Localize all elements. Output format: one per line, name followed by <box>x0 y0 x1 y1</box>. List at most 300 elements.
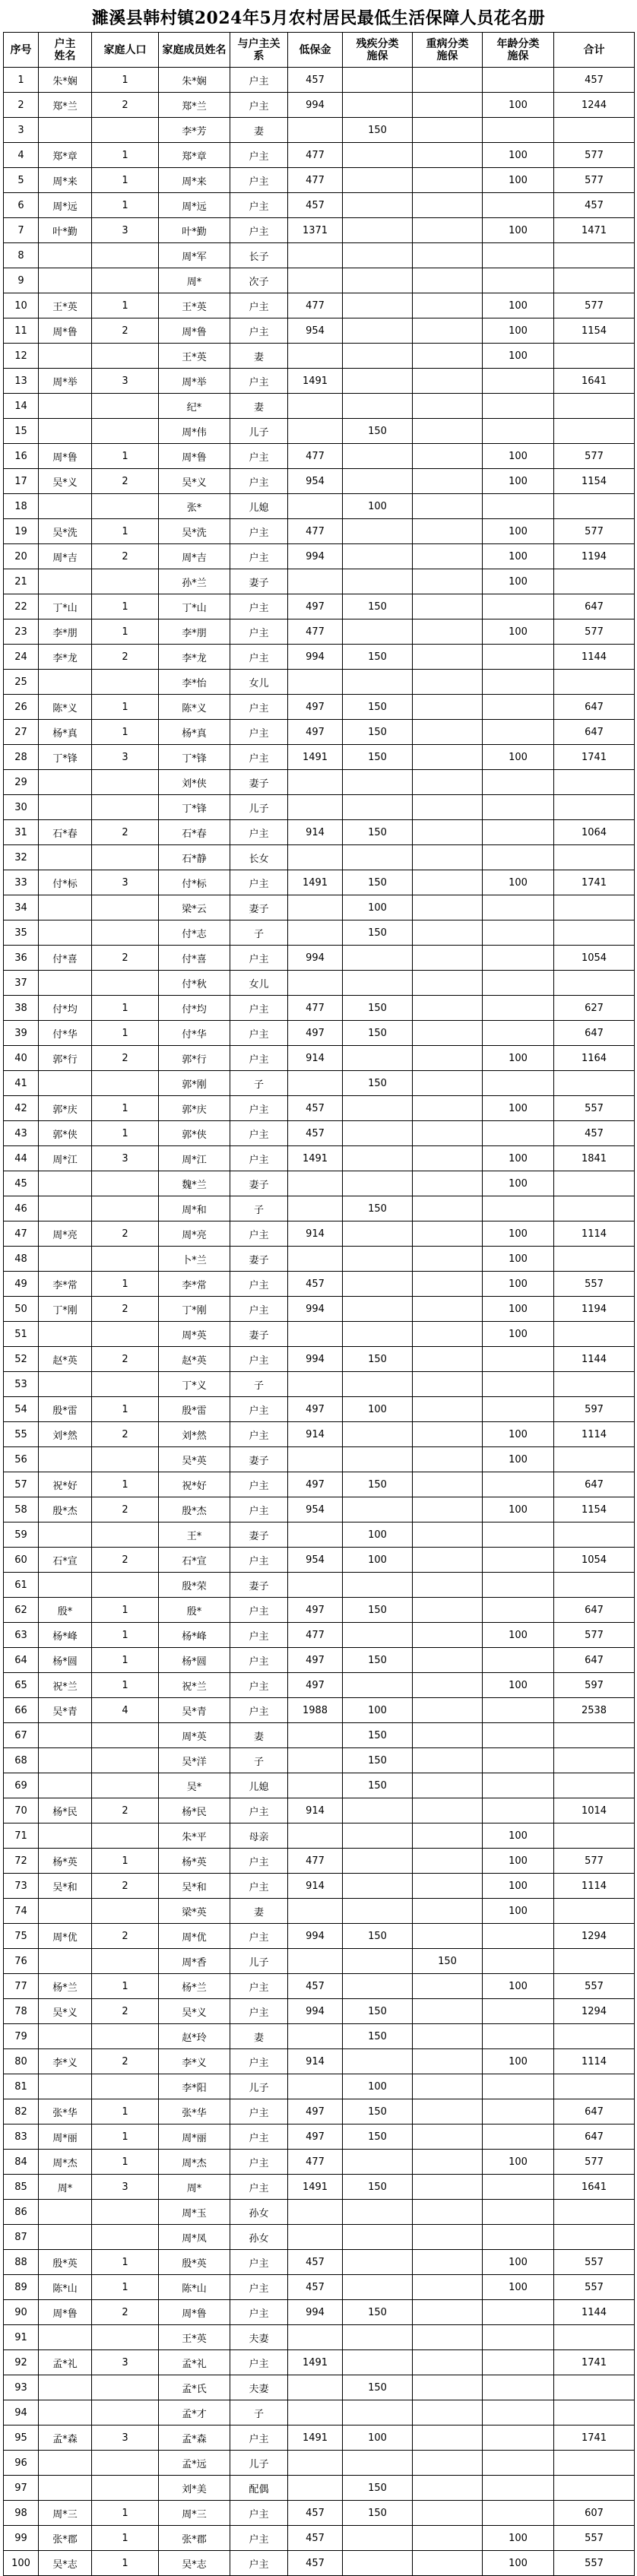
cell-disability-allowance: 150 <box>343 2024 413 2049</box>
cell-basic-allowance: 497 <box>288 1598 343 1623</box>
cell-relation: 户主 <box>230 1121 288 1146</box>
cell-seq: 79 <box>4 2024 39 2049</box>
cell-seq: 5 <box>4 168 39 193</box>
cell-family-size <box>92 2476 159 2501</box>
cell-household-head <box>39 344 92 369</box>
cell-age-allowance: 100 <box>483 168 554 193</box>
cell-disability-allowance: 150 <box>343 1773 413 1798</box>
cell-disability-allowance <box>343 469 413 494</box>
cell-basic-allowance: 914 <box>288 1046 343 1071</box>
cell-illness-allowance <box>413 1573 483 1598</box>
cell-household-head <box>39 795 92 820</box>
cell-total: 557 <box>554 2526 635 2551</box>
cell-family-size <box>92 1573 159 1598</box>
cell-basic-allowance <box>288 268 343 293</box>
cell-relation: 妻 <box>230 118 288 143</box>
cell-household-head <box>39 1522 92 1548</box>
cell-family-size: 1 <box>92 68 159 93</box>
cell-basic-allowance <box>288 2476 343 2501</box>
cell-total <box>554 1196 635 1221</box>
cell-member-name: 李*朋 <box>159 619 230 645</box>
cell-relation: 户主 <box>230 1648 288 1673</box>
cell-disability-allowance: 150 <box>343 2124 413 2150</box>
cell-household-head: 吴*洗 <box>39 519 92 544</box>
cell-family-size: 2 <box>92 469 159 494</box>
cell-seq: 24 <box>4 645 39 670</box>
cell-member-name: 杨*圆 <box>159 1648 230 1673</box>
cell-age-allowance: 100 <box>483 1447 554 1472</box>
cell-seq: 89 <box>4 2275 39 2300</box>
cell-basic-allowance: 914 <box>288 1874 343 1899</box>
cell-age-allowance: 100 <box>483 569 554 594</box>
cell-illness-allowance <box>413 419 483 444</box>
cell-disability-allowance: 150 <box>343 996 413 1021</box>
cell-member-name: 卜*兰 <box>159 1247 230 1272</box>
cell-total <box>554 2225 635 2250</box>
cell-age-allowance <box>483 695 554 720</box>
cell-member-name: 吴*青 <box>159 1698 230 1723</box>
cell-age-allowance: 100 <box>483 469 554 494</box>
cell-basic-allowance: 1491 <box>288 2425 343 2451</box>
cell-relation: 户主 <box>230 1472 288 1497</box>
cell-member-name: 周*吉 <box>159 544 230 569</box>
cell-disability-allowance <box>343 1874 413 1899</box>
cell-illness-allowance <box>413 93 483 118</box>
cell-family-size: 2 <box>92 93 159 118</box>
cell-seq: 76 <box>4 1949 39 1974</box>
table-row <box>4 2074 635 2099</box>
table-row <box>4 1171 635 1196</box>
cell-relation: 妻子 <box>230 1171 288 1196</box>
cell-household-head: 祝*兰 <box>39 1673 92 1698</box>
cell-total <box>554 1899 635 1924</box>
table-row <box>4 1899 635 1924</box>
cell-relation: 户主 <box>230 2099 288 2124</box>
cell-disability-allowance <box>343 2250 413 2275</box>
cell-basic-allowance: 477 <box>288 444 343 469</box>
cell-basic-allowance: 1988 <box>288 1698 343 1723</box>
table-row <box>4 2501 635 2526</box>
cell-illness-allowance <box>413 920 483 946</box>
cell-member-name: 周*凤 <box>159 2225 230 2250</box>
cell-member-name: 吴* <box>159 1773 230 1798</box>
cell-disability-allowance: 150 <box>343 419 413 444</box>
cell-relation: 户主 <box>230 1849 288 1874</box>
cell-member-name: 周*优 <box>159 1924 230 1949</box>
cell-total: 577 <box>554 293 635 318</box>
cell-relation: 户主 <box>230 68 288 93</box>
cell-family-size <box>92 2375 159 2400</box>
cell-family-size: 1 <box>92 695 159 720</box>
cell-family-size: 2 <box>92 1548 159 1573</box>
cell-family-size <box>92 971 159 996</box>
cell-basic-allowance <box>288 971 343 996</box>
cell-seq: 75 <box>4 1924 39 1949</box>
cell-member-name: 张*华 <box>159 2099 230 2124</box>
cell-household-head: 周* <box>39 2175 92 2200</box>
cell-member-name: 周*鲁 <box>159 444 230 469</box>
header-family-size: 家庭人口 <box>92 33 159 68</box>
cell-basic-allowance: 457 <box>288 1096 343 1121</box>
cell-basic-allowance <box>288 795 343 820</box>
cell-disability-allowance <box>343 2400 413 2425</box>
cell-member-name: 陈*山 <box>159 2275 230 2300</box>
cell-household-head <box>39 1748 92 1773</box>
cell-disability-allowance: 150 <box>343 1648 413 1673</box>
cell-relation: 次子 <box>230 268 288 293</box>
cell-illness-allowance <box>413 2375 483 2400</box>
cell-household-head <box>39 770 92 795</box>
cell-age-allowance: 100 <box>483 293 554 318</box>
header-relation-text: 与户主关 系 <box>237 37 280 62</box>
cell-basic-allowance: 1491 <box>288 745 343 770</box>
cell-disability-allowance <box>343 1849 413 1874</box>
cell-illness-allowance <box>413 1422 483 1447</box>
cell-household-head: 周*优 <box>39 1924 92 1949</box>
cell-basic-allowance: 994 <box>288 1347 343 1372</box>
cell-illness-allowance <box>413 1773 483 1798</box>
cell-household-head: 周*三 <box>39 2501 92 2526</box>
table-row <box>4 946 635 971</box>
header-household-head <box>39 33 92 68</box>
cell-family-size: 4 <box>92 1698 159 1723</box>
cell-relation: 户主 <box>230 1874 288 1899</box>
table-row <box>4 1798 635 1823</box>
cell-family-size <box>92 344 159 369</box>
cell-total: 577 <box>554 519 635 544</box>
cell-member-name: 郑*兰 <box>159 93 230 118</box>
cell-total: 1841 <box>554 1146 635 1171</box>
table-row <box>4 1673 635 1698</box>
cell-basic-allowance <box>288 2024 343 2049</box>
cell-member-name: 周*举 <box>159 369 230 394</box>
table-row <box>4 1121 635 1146</box>
cell-age-allowance <box>483 1773 554 1798</box>
cell-age-allowance: 100 <box>483 2250 554 2275</box>
table-row <box>4 1999 635 2024</box>
cell-household-head <box>39 1247 92 1272</box>
table-row <box>4 1773 635 1798</box>
cell-total: 1194 <box>554 1297 635 1322</box>
cell-seq: 72 <box>4 1849 39 1874</box>
cell-family-size: 1 <box>92 1472 159 1497</box>
cell-basic-allowance <box>288 1071 343 1096</box>
cell-family-size: 2 <box>92 1297 159 1322</box>
cell-seq: 68 <box>4 1748 39 1773</box>
cell-age-allowance <box>483 2501 554 2526</box>
cell-household-head: 吴*和 <box>39 1874 92 1899</box>
cell-age-allowance: 100 <box>483 2551 554 2576</box>
cell-seq: 47 <box>4 1221 39 1247</box>
cell-total: 1164 <box>554 1046 635 1071</box>
cell-illness-allowance <box>413 670 483 695</box>
table-row <box>4 619 635 645</box>
cell-household-head: 周*杰 <box>39 2150 92 2175</box>
table-row <box>4 2175 635 2200</box>
cell-household-head: 郑*章 <box>39 143 92 168</box>
cell-age-allowance <box>483 2175 554 2200</box>
cell-illness-allowance <box>413 1472 483 1497</box>
cell-total: 1014 <box>554 1798 635 1823</box>
cell-seq: 66 <box>4 1698 39 1723</box>
cell-household-head <box>39 569 92 594</box>
cell-age-allowance: 100 <box>483 1096 554 1121</box>
table-row <box>4 895 635 920</box>
header-disability-text: 残疾分类 施保 <box>356 37 399 62</box>
cell-disability-allowance <box>343 2225 413 2250</box>
cell-relation: 户主 <box>230 1798 288 1823</box>
cell-member-name: 孟*远 <box>159 2451 230 2476</box>
cell-illness-allowance <box>413 1798 483 1823</box>
cell-member-name: 周*鲁 <box>159 318 230 344</box>
cell-total <box>554 419 635 444</box>
cell-total: 647 <box>554 695 635 720</box>
cell-age-allowance <box>483 2476 554 2501</box>
cell-basic-allowance <box>288 394 343 419</box>
cell-household-head <box>39 268 92 293</box>
cell-household-head: 叶*勤 <box>39 218 92 243</box>
cell-illness-allowance <box>413 68 483 93</box>
table-row <box>4 143 635 168</box>
cell-illness-allowance <box>413 2200 483 2225</box>
cell-age-allowance: 100 <box>483 344 554 369</box>
cell-household-head <box>39 2375 92 2400</box>
cell-relation: 子 <box>230 1196 288 1221</box>
cell-member-name: 石*春 <box>159 820 230 845</box>
cell-seq: 49 <box>4 1272 39 1297</box>
cell-member-name: 付*华 <box>159 1021 230 1046</box>
cell-member-name: 杨*民 <box>159 1798 230 1823</box>
cell-illness-allowance <box>413 168 483 193</box>
cell-family-size: 3 <box>92 2350 159 2375</box>
cell-seq: 81 <box>4 2074 39 2099</box>
cell-total <box>554 1171 635 1196</box>
cell-seq: 87 <box>4 2225 39 2250</box>
cell-member-name: 郭*刚 <box>159 1071 230 1096</box>
cell-family-size: 1 <box>92 2150 159 2175</box>
cell-age-allowance <box>483 419 554 444</box>
table-row <box>4 1748 635 1773</box>
cell-member-name: 孟*氏 <box>159 2375 230 2400</box>
table-row <box>4 268 635 293</box>
cell-household-head: 杨*圆 <box>39 1648 92 1673</box>
cell-relation: 户主 <box>230 143 288 168</box>
table-row <box>4 2551 635 2576</box>
cell-household-head <box>39 1196 92 1221</box>
cell-relation: 子 <box>230 1372 288 1397</box>
cell-total: 1244 <box>554 93 635 118</box>
table-body <box>4 68 635 2576</box>
cell-household-head: 石*春 <box>39 820 92 845</box>
cell-basic-allowance: 457 <box>288 1272 343 1297</box>
cell-basic-allowance <box>288 2200 343 2225</box>
cell-basic-allowance: 954 <box>288 318 343 344</box>
cell-relation: 户主 <box>230 1974 288 1999</box>
table-row <box>4 920 635 946</box>
cell-age-allowance: 100 <box>483 1497 554 1522</box>
table-row <box>4 1949 635 1974</box>
header-row <box>4 33 635 68</box>
cell-seq: 82 <box>4 2099 39 2124</box>
cell-age-allowance: 100 <box>483 544 554 569</box>
cell-household-head: 吴*志 <box>39 2551 92 2576</box>
cell-member-name: 丁*锋 <box>159 745 230 770</box>
cell-illness-allowance <box>413 2225 483 2250</box>
cell-household-head <box>39 971 92 996</box>
cell-basic-allowance <box>288 494 343 519</box>
cell-total: 1144 <box>554 1347 635 1372</box>
cell-illness-allowance <box>413 1121 483 1146</box>
cell-disability-allowance <box>343 2049 413 2074</box>
cell-illness-allowance <box>413 1723 483 1748</box>
cell-family-size <box>92 920 159 946</box>
cell-illness-allowance <box>413 845 483 870</box>
cell-age-allowance: 100 <box>483 1247 554 1272</box>
cell-member-name: 赵*英 <box>159 1347 230 1372</box>
cell-disability-allowance: 150 <box>343 1748 413 1773</box>
cell-family-size: 2 <box>92 1798 159 1823</box>
cell-basic-allowance: 477 <box>288 996 343 1021</box>
cell-family-size <box>92 1773 159 1798</box>
cell-family-size <box>92 1723 159 1748</box>
cell-household-head <box>39 1372 92 1397</box>
cell-disability-allowance <box>343 1573 413 1598</box>
cell-seq: 22 <box>4 594 39 619</box>
cell-family-size: 1 <box>92 1598 159 1623</box>
cell-illness-allowance <box>413 2175 483 2200</box>
table-row <box>4 2200 635 2225</box>
cell-illness-allowance <box>413 2074 483 2099</box>
cell-age-allowance <box>483 2024 554 2049</box>
cell-member-name: 郭*庆 <box>159 1096 230 1121</box>
cell-seq: 13 <box>4 369 39 394</box>
cell-family-size: 1 <box>92 2250 159 2275</box>
cell-family-size: 2 <box>92 2300 159 2325</box>
cell-family-size <box>92 2451 159 2476</box>
cell-family-size: 1 <box>92 2501 159 2526</box>
cell-member-name: 吴*义 <box>159 1999 230 2024</box>
cell-total: 647 <box>554 2099 635 2124</box>
cell-family-size: 2 <box>92 2049 159 2074</box>
cell-total: 1641 <box>554 2175 635 2200</box>
cell-relation: 户主 <box>230 1021 288 1046</box>
cell-total <box>554 1247 635 1272</box>
cell-age-allowance <box>483 1748 554 1773</box>
cell-illness-allowance <box>413 2325 483 2350</box>
cell-relation: 户主 <box>230 1221 288 1247</box>
cell-seq: 29 <box>4 770 39 795</box>
cell-family-size: 3 <box>92 218 159 243</box>
cell-disability-allowance: 100 <box>343 2074 413 2099</box>
header-age-allowance <box>483 33 554 68</box>
cell-relation: 子 <box>230 2400 288 2425</box>
table-row <box>4 1322 635 1347</box>
cell-disability-allowance: 150 <box>343 745 413 770</box>
cell-disability-allowance <box>343 243 413 268</box>
table-row <box>4 168 635 193</box>
cell-relation: 户主 <box>230 1397 288 1422</box>
cell-age-allowance <box>483 1723 554 1748</box>
cell-age-allowance <box>483 1372 554 1397</box>
cell-illness-allowance <box>413 469 483 494</box>
table-row <box>4 2124 635 2150</box>
cell-relation: 户主 <box>230 193 288 218</box>
cell-family-size: 2 <box>92 1999 159 2024</box>
cell-household-head <box>39 1447 92 1472</box>
table-row <box>4 218 635 243</box>
cell-age-allowance <box>483 1949 554 1974</box>
cell-illness-allowance <box>413 2526 483 2551</box>
cell-family-size: 1 <box>92 1096 159 1121</box>
cell-age-allowance: 100 <box>483 1422 554 1447</box>
cell-relation: 户主 <box>230 1999 288 2024</box>
cell-illness-allowance <box>413 1673 483 1698</box>
cell-disability-allowance: 150 <box>343 1999 413 2024</box>
cell-total: 1471 <box>554 218 635 243</box>
table-row <box>4 1924 635 1949</box>
cell-age-allowance <box>483 268 554 293</box>
cell-member-name: 吴*洋 <box>159 1748 230 1773</box>
cell-member-name: 丁*山 <box>159 594 230 619</box>
cell-household-head: 杨*英 <box>39 1849 92 1874</box>
cell-relation: 子 <box>230 920 288 946</box>
cell-basic-allowance: 914 <box>288 2049 343 2074</box>
cell-total <box>554 2200 635 2225</box>
cell-seq: 61 <box>4 1573 39 1598</box>
cell-illness-allowance <box>413 870 483 895</box>
cell-total: 457 <box>554 193 635 218</box>
table-row <box>4 1422 635 1447</box>
cell-relation: 户主 <box>230 2150 288 2175</box>
cell-basic-allowance: 457 <box>288 2526 343 2551</box>
cell-disability-allowance <box>343 1372 413 1397</box>
cell-relation: 妻子 <box>230 1247 288 1272</box>
cell-disability-allowance <box>343 268 413 293</box>
cell-total <box>554 569 635 594</box>
table-row <box>4 519 635 544</box>
cell-illness-allowance <box>413 1272 483 1297</box>
cell-relation: 妻子 <box>230 1573 288 1598</box>
cell-basic-allowance: 477 <box>288 168 343 193</box>
cell-basic-allowance <box>288 1573 343 1598</box>
cell-household-head: 朱*娴 <box>39 68 92 93</box>
cell-age-allowance <box>483 2225 554 2250</box>
cell-basic-allowance <box>288 2225 343 2250</box>
cell-age-allowance <box>483 1071 554 1096</box>
cell-member-name: 石*静 <box>159 845 230 870</box>
cell-basic-allowance <box>288 670 343 695</box>
cell-disability-allowance <box>343 519 413 544</box>
cell-seq: 25 <box>4 670 39 695</box>
cell-illness-allowance <box>413 2024 483 2049</box>
cell-total <box>554 670 635 695</box>
table-row <box>4 1974 635 1999</box>
cell-seq: 3 <box>4 118 39 143</box>
cell-household-head <box>39 394 92 419</box>
cell-family-size: 2 <box>92 645 159 670</box>
cell-member-name: 付*秋 <box>159 971 230 996</box>
cell-relation: 户主 <box>230 870 288 895</box>
cell-age-allowance: 100 <box>483 218 554 243</box>
cell-disability-allowance <box>343 1798 413 1823</box>
cell-basic-allowance: 994 <box>288 93 343 118</box>
cell-family-size: 1 <box>92 519 159 544</box>
cell-relation: 女儿 <box>230 971 288 996</box>
cell-relation: 儿媳 <box>230 494 288 519</box>
cell-illness-allowance <box>413 2425 483 2451</box>
cell-member-name: 周*英 <box>159 1723 230 1748</box>
cell-relation: 户主 <box>230 444 288 469</box>
